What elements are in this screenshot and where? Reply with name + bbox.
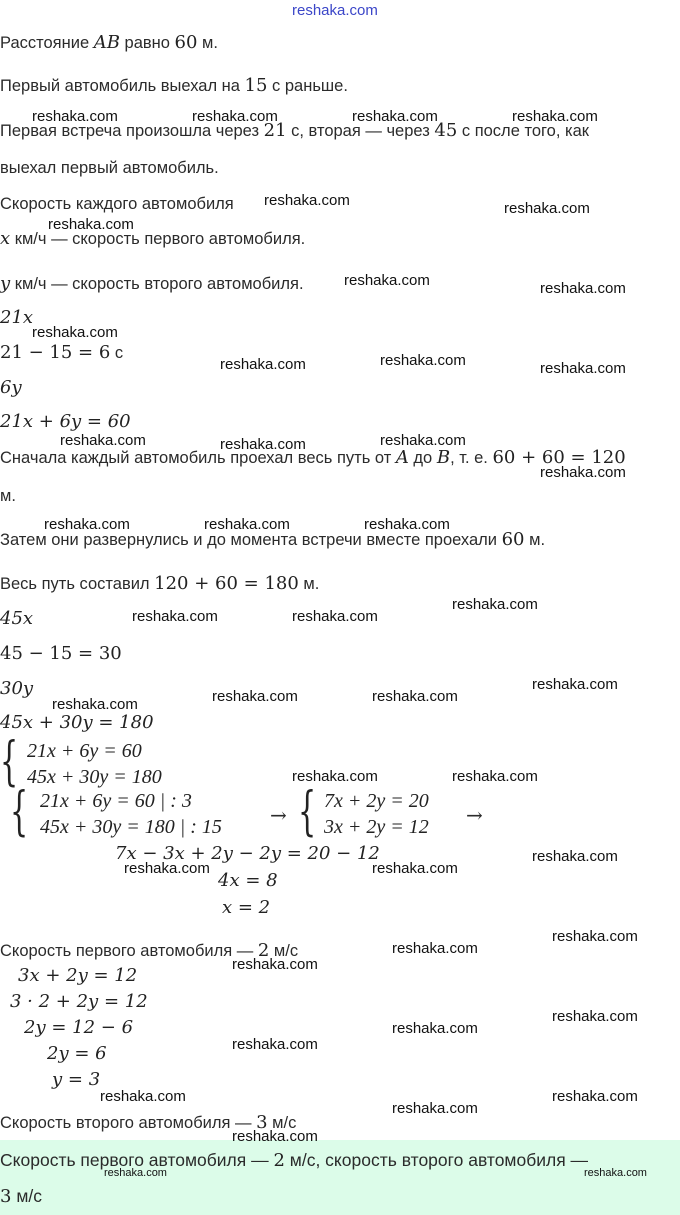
solution-line [0, 32, 218, 54]
solution-line [0, 573, 319, 595]
system-equation: 45x + 30y = 180 | : 15 [40, 816, 222, 838]
text-segment: Скорость первого автомобиля — [0, 1150, 274, 1170]
watermark: reshaka.com [292, 2, 378, 19]
math-expression: 15 [244, 75, 268, 96]
watermark: reshaka.com [104, 1167, 167, 1179]
math-expression: y = 3 [52, 1069, 101, 1090]
watermark: reshaka.com [392, 1100, 478, 1117]
watermark: reshaka.com [372, 860, 458, 877]
math-expression: 21 − 15 = 6 [0, 342, 111, 363]
solution-line [0, 608, 33, 630]
brace-icon: { [0, 732, 19, 792]
text-segment: Весь путь составил [0, 575, 155, 593]
solution-line [0, 193, 234, 215]
watermark: reshaka.com [60, 432, 146, 449]
text-segment: м. [298, 575, 320, 593]
brace-icon: { [10, 782, 29, 842]
math-expression: 60 [174, 32, 198, 53]
text-segment: Первая встреча произошла через [0, 122, 264, 140]
solution-line [0, 307, 33, 329]
watermark: reshaka.com [232, 956, 318, 973]
text-segment: км/ч — скорость первого автомобиля. [10, 230, 306, 248]
watermark: reshaka.com [220, 436, 306, 453]
text-segment: Расстояние [0, 34, 94, 52]
solution-line [0, 228, 305, 250]
watermark: reshaka.com [100, 1088, 186, 1105]
watermark: reshaka.com [232, 1128, 318, 1145]
math-expression: 21 [263, 120, 287, 141]
watermark: reshaka.com [264, 192, 350, 209]
text-segment: Скорость первого автомобиля — [0, 942, 258, 960]
math-expression: A [395, 447, 409, 468]
watermark: reshaka.com [32, 108, 118, 125]
watermark: reshaka.com [364, 516, 450, 533]
text-segment: м. [0, 487, 16, 505]
watermark: reshaka.com [292, 768, 378, 785]
watermark: reshaka.com [584, 1167, 647, 1179]
watermark: reshaka.com [552, 1008, 638, 1025]
solution-line [0, 712, 154, 734]
watermark: reshaka.com [540, 280, 626, 297]
math-expression: x [0, 228, 11, 249]
watermark: reshaka.com [552, 1088, 638, 1105]
math-expression: 7x − 3x + 2y − 2y = 20 − 12 [115, 843, 380, 864]
solution-line [0, 377, 22, 399]
watermark: reshaka.com [532, 676, 618, 693]
watermark: reshaka.com [212, 688, 298, 705]
math-expression: 3 [256, 1112, 268, 1133]
text-segment: с [110, 344, 124, 362]
system-equation: 3x + 2y = 12 [324, 816, 429, 838]
watermark: reshaka.com [540, 360, 626, 377]
math-expression: 4x = 8 [218, 870, 278, 891]
math-expression: 30y [0, 678, 34, 699]
math-expression: 2 [273, 1150, 285, 1171]
arrow-icon: → [466, 803, 483, 827]
math-expression: 21x [0, 307, 34, 328]
text-segment: Первый автомобиль выехал на [0, 77, 245, 95]
answer-box [0, 1140, 680, 1215]
text-segment: , т. е. [450, 449, 493, 467]
solution-line [24, 1017, 133, 1039]
math-expression: 3 [0, 1186, 12, 1207]
math-expression: 6y [0, 377, 22, 398]
text-segment: м/с [269, 942, 299, 960]
brace-icon: { [298, 782, 317, 842]
watermark: reshaka.com [380, 352, 466, 369]
watermark: reshaka.com [220, 356, 306, 373]
math-expression: y [0, 273, 11, 294]
text-segment: Сначала каждый автомобиль проехал весь путь от [0, 449, 396, 467]
watermark: reshaka.com [392, 940, 478, 957]
watermark: reshaka.com [452, 596, 538, 613]
text-segment: м/с [267, 1114, 297, 1132]
system-equation: 45x + 30y = 180 [27, 766, 162, 788]
text-segment: км/ч — скорость второго автомобиля. [10, 275, 304, 293]
math-expression: x = 2 [222, 897, 271, 918]
text-segment: Скорость каждого автомобиля [0, 195, 234, 213]
watermark: reshaka.com [532, 848, 618, 865]
math-expression: 45x [0, 608, 34, 629]
watermark: reshaka.com [392, 1020, 478, 1037]
solution-line [0, 273, 304, 295]
watermark: reshaka.com [540, 464, 626, 481]
solution-line [0, 447, 626, 469]
text-segment: м. [197, 34, 218, 52]
watermark: reshaka.com [352, 108, 438, 125]
text-segment: Затем они развернулись и до момента встречи вместе проехали [0, 531, 502, 549]
system-equation: 21x + 6y = 60 | : 3 [40, 790, 192, 812]
watermark: reshaka.com [48, 216, 134, 233]
watermark: reshaka.com [292, 608, 378, 625]
text-segment: равно [119, 34, 175, 52]
math-expression: 3 · 2 + 2y = 12 [10, 991, 148, 1012]
text-segment: м/с [11, 1186, 42, 1206]
system-equation: 21x + 6y = 60 [27, 740, 142, 762]
watermark: reshaka.com [204, 516, 290, 533]
math-expression: 3x + 2y = 12 [18, 965, 138, 986]
watermark: reshaka.com [452, 768, 538, 785]
watermark: reshaka.com [132, 608, 218, 625]
solution-line [0, 485, 16, 507]
math-expression: 45 [434, 120, 458, 141]
text-segment: до [408, 449, 437, 467]
watermark: reshaka.com [504, 200, 590, 217]
math-expression: 120 + 60 = 180 [154, 573, 299, 594]
math-expression: 21x + 6y = 60 [0, 411, 131, 432]
watermark: reshaka.com [372, 688, 458, 705]
solution-line [47, 1043, 107, 1065]
watermark: reshaka.com [512, 108, 598, 125]
text-segment: с раньше. [267, 77, 348, 95]
text-segment: м/с, скорость второго автомобиля — [284, 1150, 589, 1170]
math-expression: 45x + 30y = 180 [0, 712, 154, 733]
text-segment: м. [524, 531, 546, 549]
watermark: reshaka.com [192, 108, 278, 125]
answer-line [0, 1149, 588, 1172]
math-expression: 2 [257, 940, 270, 961]
math-expression: B [436, 447, 451, 468]
text-segment: выехал первый автомобиль. [0, 159, 219, 177]
watermark: reshaka.com [552, 928, 638, 945]
watermark: reshaka.com [52, 696, 138, 713]
math-expression: 2y = 6 [47, 1043, 107, 1064]
math-expression: 2y = 12 − 6 [24, 1017, 134, 1038]
text-segment: с, вторая — через [286, 122, 435, 140]
solution-line [10, 991, 148, 1013]
watermark: reshaka.com [232, 1036, 318, 1053]
watermark: reshaka.com [380, 432, 466, 449]
solution-line [0, 643, 122, 665]
solution-line [0, 75, 348, 97]
solution-line [0, 678, 33, 700]
system-equation: 7x + 2y = 20 [324, 790, 429, 812]
watermark: reshaka.com [344, 272, 430, 289]
answer-line [0, 1185, 42, 1208]
watermark: reshaka.com [124, 860, 210, 877]
text-segment: с после того, как [457, 122, 589, 140]
math-expression: 60 + 60 = 120 [492, 447, 626, 468]
arrow-icon: → [270, 803, 287, 827]
solution-line [0, 411, 131, 433]
solution-line [218, 870, 278, 892]
solution-line [18, 965, 137, 987]
math-expression: 60 [501, 529, 525, 550]
math-expression: 45 − 15 = 30 [0, 643, 122, 664]
solution-line [222, 897, 270, 919]
solution-line [0, 342, 123, 364]
text-segment: Скорость второго автомобиля — [0, 1114, 257, 1132]
math-expression: AB [93, 32, 120, 53]
solution-line [52, 1069, 100, 1091]
solution-line [0, 157, 219, 179]
watermark: reshaka.com [44, 516, 130, 533]
watermark: reshaka.com [32, 324, 118, 341]
